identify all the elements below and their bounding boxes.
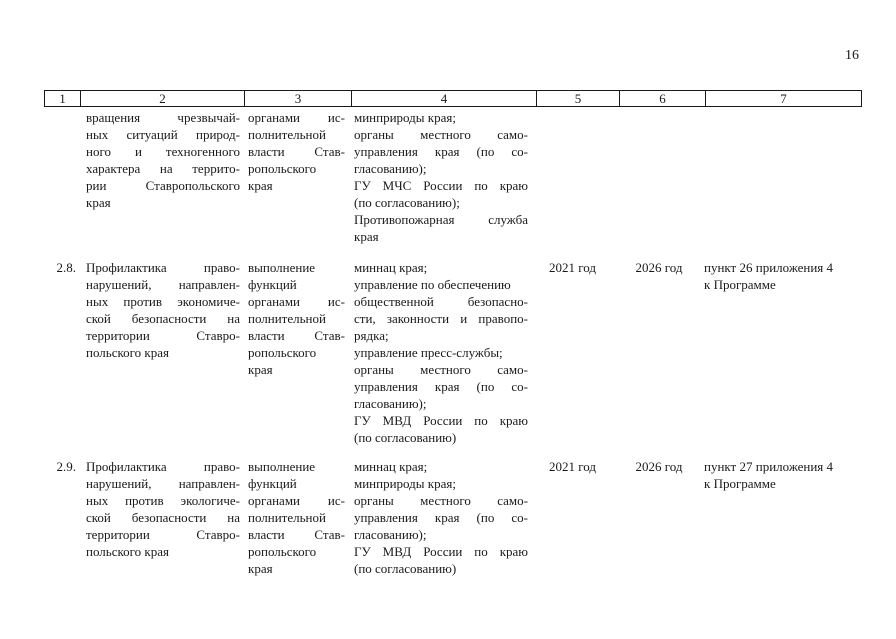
item-number: 2.9. bbox=[56, 459, 76, 474]
end-date: 2026 год bbox=[635, 459, 683, 474]
text-line: (по согласованию) bbox=[354, 430, 457, 445]
executor-cell bbox=[354, 259, 528, 446]
text-line: ропольского bbox=[248, 161, 317, 176]
column-header-5: 5 bbox=[537, 91, 620, 106]
text-line: гласованию); bbox=[354, 396, 427, 411]
text-line: минприроды края; bbox=[354, 476, 456, 491]
text-line: территории Ставро- bbox=[86, 527, 240, 542]
text-line: (по согласованию); bbox=[354, 195, 460, 210]
result-cell bbox=[704, 259, 864, 293]
executor-cell bbox=[354, 109, 528, 245]
text-line: ропольского bbox=[248, 544, 317, 559]
text-line: ных против экономиче- bbox=[86, 294, 240, 309]
mechanism-cell bbox=[248, 109, 345, 194]
text-line: нарушений, направлен- bbox=[86, 277, 240, 292]
column-header-7: 7 bbox=[780, 91, 787, 106]
text-line: полнительной bbox=[248, 311, 326, 326]
text-line: органами ис- bbox=[248, 110, 345, 125]
column-header-3: 3 bbox=[245, 91, 352, 106]
text-line: минприроды края; bbox=[354, 110, 456, 125]
column-header-1: 1 bbox=[45, 91, 81, 106]
text-line: полнительной bbox=[248, 510, 326, 525]
text-line: сти, законности и правопо- bbox=[354, 311, 528, 326]
text-line: нарушений, направлен- bbox=[86, 476, 240, 491]
text-line: управления края (по со- bbox=[354, 144, 528, 159]
text-line: ропольского bbox=[248, 345, 317, 360]
text-line: выполнение bbox=[248, 459, 316, 474]
text-line: органы местного само- bbox=[354, 127, 528, 142]
text-line: управления края (по со- bbox=[354, 379, 528, 394]
text-line: пункт 27 приложения 4 bbox=[704, 459, 834, 474]
text-line: территории Ставро- bbox=[86, 328, 240, 343]
text-line: управление по обеспечению bbox=[354, 277, 511, 292]
text-line: рии Ставропольского bbox=[86, 178, 240, 193]
text-line: вращения чрезвычай- bbox=[86, 110, 240, 125]
measure-name-cell bbox=[86, 458, 240, 560]
text-line: (по согласованию) bbox=[354, 561, 457, 576]
text-line: края bbox=[248, 362, 273, 377]
text-line: полнительной bbox=[248, 127, 326, 142]
text-line: ГУ МВД России по краю bbox=[354, 544, 528, 559]
result-cell bbox=[704, 458, 864, 492]
measure-name-cell bbox=[86, 259, 240, 361]
text-line: ской безопасности на bbox=[86, 510, 240, 525]
text-line: миннац края; bbox=[354, 260, 428, 275]
text-line: функций bbox=[248, 277, 297, 292]
mechanism-cell bbox=[248, 259, 345, 378]
text-line: ных против экологиче- bbox=[86, 493, 240, 508]
text-line: функций bbox=[248, 476, 297, 491]
text-line: выполнение bbox=[248, 260, 316, 275]
text-line: края bbox=[248, 561, 273, 576]
text-line: Профилактика право- bbox=[86, 459, 240, 474]
text-line: общественной безопасно- bbox=[354, 294, 528, 309]
text-line: Противопожарная служба bbox=[354, 212, 528, 227]
text-line: ГУ МВД России по краю bbox=[354, 413, 528, 428]
text-line: управления края (по со- bbox=[354, 510, 528, 525]
text-line: власти Став- bbox=[248, 144, 345, 159]
text-line: ской безопасности на bbox=[86, 311, 240, 326]
mechanism-cell bbox=[248, 458, 345, 577]
text-line: органами ис- bbox=[248, 294, 345, 309]
text-line: рядка; bbox=[354, 328, 389, 343]
text-line: органы местного само- bbox=[354, 493, 528, 508]
table-header-row bbox=[44, 90, 862, 107]
text-line: гласованию); bbox=[354, 161, 427, 176]
text-line: власти Став- bbox=[248, 328, 345, 343]
text-line: края bbox=[86, 195, 111, 210]
measure-name-cell bbox=[86, 109, 240, 211]
text-line: пункт 26 приложения 4 bbox=[704, 260, 834, 275]
text-line: характера на террито- bbox=[86, 161, 240, 176]
text-line: ных ситуаций природ- bbox=[86, 127, 240, 142]
text-line: Профилактика право- bbox=[86, 260, 240, 275]
text-line: польского края bbox=[86, 345, 169, 360]
text-line: органы местного само- bbox=[354, 362, 528, 377]
column-header-6: 6 bbox=[620, 91, 706, 106]
text-line: ГУ МЧС России по краю bbox=[354, 178, 528, 193]
text-line: власти Став- bbox=[248, 527, 345, 542]
page-number: 16 bbox=[845, 48, 859, 63]
text-line: ного и техногенного bbox=[86, 144, 240, 159]
text-line: органами ис- bbox=[248, 493, 345, 508]
item-number: 2.8. bbox=[56, 260, 76, 275]
text-line: к Программе bbox=[704, 476, 776, 491]
text-line: управление пресс-службы; bbox=[354, 345, 503, 360]
text-line: польского края bbox=[86, 544, 169, 559]
start-date: 2021 год bbox=[549, 260, 596, 275]
executor-cell bbox=[354, 458, 528, 577]
text-line: края bbox=[354, 229, 379, 244]
column-header-2: 2 bbox=[81, 91, 245, 106]
text-line: края bbox=[248, 178, 273, 193]
start-date: 2021 год bbox=[549, 459, 596, 474]
text-line: к Программе bbox=[704, 277, 776, 292]
text-line: миннац края; bbox=[354, 459, 428, 474]
column-header-4: 4 bbox=[352, 91, 537, 106]
end-date: 2026 год bbox=[635, 260, 683, 275]
text-line: гласованию); bbox=[354, 527, 427, 542]
